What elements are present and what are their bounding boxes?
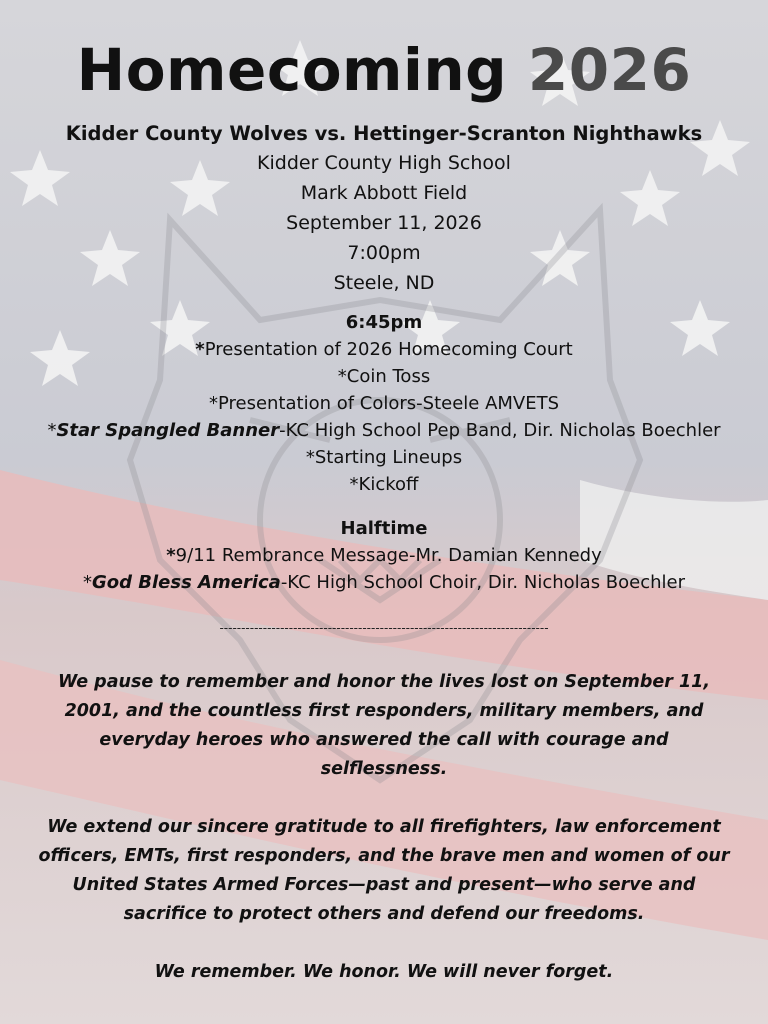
- detail-time: 7:00pm: [347, 242, 421, 264]
- title-year: 2026: [527, 36, 692, 104]
- detail-school: Kidder County High School: [257, 152, 511, 174]
- tribute-closing: We remember. We honor. We will never forget.: [154, 962, 614, 982]
- detail-field: Mark Abbott Field: [300, 182, 468, 204]
- list-item: *Kickoff: [349, 474, 419, 495]
- title-word: Homecoming: [76, 36, 508, 104]
- list-item: *9/11 Rembrance Message-Mr. Damian Kennedy: [166, 545, 602, 566]
- page-title: [0, 34, 768, 106]
- list-item: *Star Spangled Banner-KC High School Pep Band, Dir. Nicholas Boechler: [47, 420, 721, 441]
- halftime-heading: Halftime: [340, 518, 428, 539]
- list-item: *Coin Toss: [337, 366, 431, 387]
- list-item: *God Bless America-KC High School Choir, Dir. Nicholas Boechler: [82, 572, 686, 593]
- list-item: *Presentation of Colors-Steele AMVETS: [208, 393, 560, 414]
- detail-location: Steele, ND: [333, 272, 435, 294]
- tribute-paragraph-2: We extend our sincere gratitude to all firefighters, law enforcement officers, EMTs, first responders, and the brave men and women of our United States Armed Forces—past and present—who serve and sacrifice to protect others and defend our freedoms.: [38, 817, 730, 924]
- pregame-heading: 6:45pm: [345, 312, 423, 333]
- pregame-list: [0, 336, 768, 498]
- tribute-paragraph-1: We pause to remember and honor the lives lost on September 11, 2001, and the countless first responders, military members, and everyday heroes who answered the call with courage and selflessness.: [58, 672, 710, 779]
- list-item: *Starting Lineups: [305, 447, 463, 468]
- list-item: *Presentation of 2026 Homecoming Court: [195, 339, 573, 360]
- detail-date: September 11, 2026: [286, 212, 482, 234]
- divider: ----------------------------------------------------------------------------: [219, 621, 549, 635]
- halftime-list: [0, 542, 768, 596]
- matchup: Kidder County Wolves vs. Hettinger-Scranton Nighthawks: [65, 122, 703, 145]
